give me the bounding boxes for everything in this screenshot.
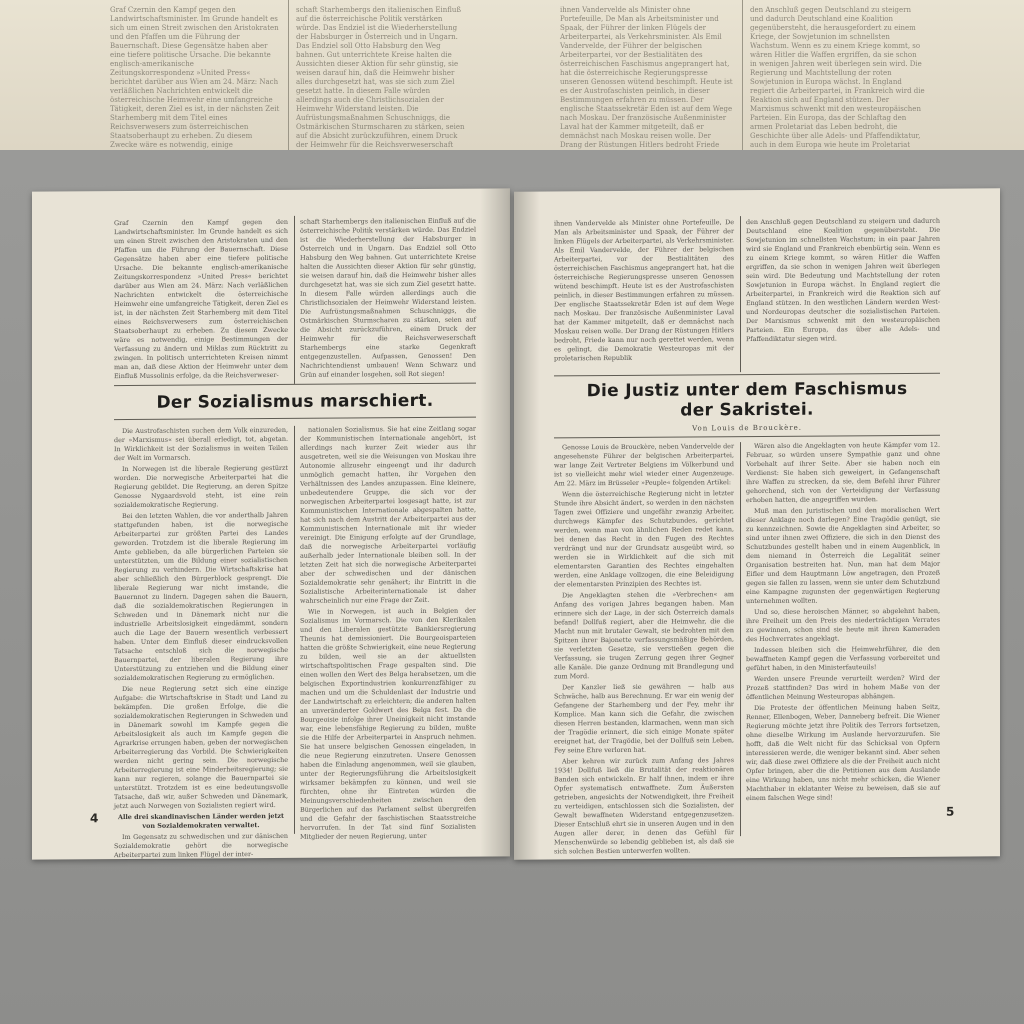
- right-top-column-1: ihnen Vandervelde als Minister ohne Portefeuille, De Man als Arbeitsminister und Spaak, der Führer der linken Flügels der Arbeiterpartei, als Verkehrsminister. Als Emil Vandervelde, der Führer der belgischen Arbeiterpartei, vor der Bestialitäten des österreichischen Faschismus angeprangert hat, hat die österreichische Regierungspresse unseren Genossen wütend beschimpft. Heute ist es der Austrofaschisten peinlich, in dieser Bestimmungen erfahren zu müssen. Der englische Staatssekretär Eden ist auf dem Wege nach Moskau. Der französische Außenminister Laval hat der Kammer mitgeteilt, daß er demnächst nach Moskau reisen wolle. Der Drang der Rüstungen Hitlers bedroht, Friede kann nur noch gerettet werden, wenn es gelingt, die Demokratie Westeuropas mit der proletarischen Republik: [554, 218, 734, 363]
- right-page: [514, 188, 1000, 859]
- paragraph: Die Angeklagten stehen die »Verbrechen« am Anfang des vorigen Jahres begangen haben. Man erinnere sich der Lage, in der sich Österreich damals befand! Dollfuß regiert, aber die Heimwehr, die die Macht nun mit brutaler Gewalt, sie bedrohten mit den Spitzen ihrer Bajonette verfassungsmäßige Behörden, sie verletzten Gesetze, sie verstießen gegen die Verfassung, sie trugen Zerrung gegen ihrer Gegner alle Kanäle. Die ganze Ordnung mit Brandlegung und zum Mord.: [554, 590, 734, 681]
- section-rule: [554, 435, 940, 439]
- left-body-column-2: [300, 424, 476, 841]
- paragraph: Wären also die Angeklagten von heute Kämpfer vom 12. Februar, so würden unsere Sympathie ganz und ohne Vorbehalt auf ihrer Seite. Aber sie haben noch ein Verdienst: Sie haben sich geweigert, in Gefangenschaft ihre Waffen zu strecken, da sie, dem Befehl ihrer Führer gehorchend, sich von der Verteidigung der Verfassung erhoben hatten, die angegriffen wurden.: [746, 440, 940, 505]
- paragraph: Werden unsere Freunde verurteilt werden? Wird der Prozeß stattfinden? Das wird in hohem Maße von der öffentlichen Meinung Westeuropas abhängen.: [746, 673, 940, 702]
- paragraph: Muß man den juristischen und den moralischen Wert dieser Anklage noch darlegen? Eine Tragödie genügt, sie zu kennzeichnen. Sowie die Angeklagten sind Arbeiter, so sind unter ihnen zwei Offiziere, die sich in den Dienst des Schutzbundes gestellt haben und in einem Augenblick, in dem niemand in Österreich die Legalität seiner Organisation bestreiten hat. Nun, man hat dem Major Eifler und dem Hauptmann Löw angetragen, den Prozeß gegen sie fallen zu lassen, wenn sie unter dem Schutzbund eine Kampagne zugunsten der gegenwärtigen Regierung unternehmen wollten.: [746, 505, 940, 606]
- paragraph: Wenn die österreichische Regierung nicht in letzter Stunde ihre Absicht ändert, so werden in den nächsten Tagen zwei Offiziere und ungefähr zwanzig Arbeiter, durchwegs Kämpfer des Schutzbundes, gerichtet werden, wenn man von ähnlichen Reden redet kann, bei denen das Recht in den Fugen des Rechtes verdrängt und nur der Grundsatz ausgeübt wird, so werden sie in Wirklichkeit auf die sich mit elementarsten Garantien des Rechtes eingehalten werden, eine Anklage vollzogen, die eine Beleidigung der elementarsten Prinzipien des Rechtes ist.: [554, 489, 734, 589]
- article-headline: [554, 379, 940, 422]
- column-divider: [294, 426, 295, 834]
- right-top-column-2: den Anschluß gegen Deutschland zu steigern und dadurch Deutschland eine Koalition gegenübersteht. Die Sowjetunion im schnellsten Wachstum; in ein paar Jahren wird sie England und Frankreich ebenbürtig sein. Wenn es zu einem Kriege kommt, so wären Hitler die Waffen ergriffen, da sie schon in wenigen Jahren weit überlegen sein wird. Die Bedeutung und Machtstellung der roten Sowjetunion in Europa wächst. In England regiert die Arbeiterpartei, in Frankreich wird die Reaktion sich auf England stützen. In den westlichen Ländern werden West- und Nordeuropas deutscher die sozialistischen Parteien. Der Marxismus schwenkt mit den westeuropäischen Parteien. Ein Europa, das über alle Adels- und Pfaffendiktatur siegen wird.: [746, 216, 940, 344]
- background-column-1: Graf Czernin den Kampf gegen den Landwirtschaftsminister. Im Grunde handelt es sich um einen Streit zwischen den Aristokraten und den Pfaffen um die Führung der Bauernschaft. Diese Gegensätze haben aber eine tiefere politische Ursache. Die bekannte englisch-amerikanische Zeitungskorrespondenz »United Press« berichtet darüber aus Wien am 24. März: Nach verläßlichen Nachrichten entwickelt die österreichische Heimwehr eine umfangreiche Tätigkeit, deren Ziel es ist, in der nächsten Zeit Starhemberg mit dem Titel eines Reichsverwesers zum österreichischen Staatsoberhaupt zu erheben. Zu diesem Zwecke wäre es notwendig, einige: [110, 6, 280, 149]
- article-headline: Der Sozialismus marschiert.: [156, 390, 434, 413]
- background-column-2: schaft Starhembergs den italienischen Einfluß auf die österreichische Politik verstärken würde. Das Endziel ist die Wiederherstellung der Habsburger in Österreich und in Ungarn. Das Endziel soll Otto Habsburg den Weg bahnen. Gut unterrichtete Kreise halten die Aussichten dieser Aktion für sehr günstig, sie weisen darauf hin, daß die Heimwehr bisher alles durchgesetzt hat, was sie sich zum Ziel gesetzt hatte. In diesem Falle würden allerdings auch die Christlichsozialen der Heimwehr Widerstand leisten. Die Aufrüstungsmaßnahmen Schuschniggs, die Ostmärkischen Sturmscharen zu stärken, seien auf die Absicht zurückzuführen, einem Druck der Heimwehr für die Reichsverweserschaft: [296, 6, 465, 149]
- paragraph: Indessen bleiben sich die Heimwehrführer, die den bewaffneten Kampf gegen die Verfassung vorbereitet und geführt haben, in den Ministerfauteuils!: [746, 644, 940, 673]
- background-column-4: den Anschluß gegen Deutschland zu steigern und dadurch Deutschland eine Koalition gegenübersteht, die herausgefordert zu einem Kriege, der Sowjetunion im schnellsten Wachstum. Wenn es zu einem Kriege kommt, so wären Hitler die Waffen ergriffen, da sie schon in wenigen Jahren weit überlegen sein wird. Die Regierung und Machtstellung der roten Sowjetunion in Europa wächst. In England regiert die Arbeiterpartei, in Frankreich wird die Reaktion sich auf England stützen. Der Marxismus schwenkt mit den westeuropäischen Parteien. Ein Europa, das der Schlaftag den armen Proletariat das Leben bedroht, die Geschichte über alle Adels- und Pfaffendiktatur, auch in dem Europa wie heute im Proletariat: [750, 6, 925, 149]
- paragraph: Bei den letzten Wahlen, die vor anderthalb Jahren stattgefunden haben, ist die norwegische Arbeiterpartei zur größten Partei des Landes geworden. Trotzdem ist die liberale Regierung im Amte geblieben, da alle bürgerlichen Parteien sie unterstützten, um die Bildung einer sozialistischen Regierung zu verhindern. Die Wirtschaftskrise hat aber schließlich den Bürgerblock gesprengt. Die liberale Regierung war nicht imstande, die Bauernnot zu lindern. Dagegen sahen die Bauern, daß die sozialdemokratischen Regierungen in Schweden und in Dänemark nicht nur die industrielle Arbeitslosigkeit eingedämmt, sondern auch die Lage der Bauern wesentlich verbessert haben. Unter dem Einfluß dieser eindrucksvollen Tatsache entschloß sich die norwegische Bauernpartei, der liberalen Regierung ihre Unterstützung zu entziehen und die Bildung einer sozialdemokratischen Regierung zu ermöglichen.: [114, 510, 288, 683]
- paragraph: Im Gegensatz zu schwedischen und zur dänischen Sozialdemokratie gehört die norwegische Arbeiterpartei zum linken Flügel der inter-: [114, 831, 288, 860]
- paragraph: Aber kehren wir zurück zum Anfang des Jahres 1934! Dollfuß ließ die Brutalität der reaktionären Banden sich entwickeln. Er half ihnen, indem er ihre Opfer systematisch entwaffnete. Zum Äußersten getrieben, angesichts der Notwendigkeit, ihre Freiheit zu verteidigen, entschlossen sich die Sozialisten, der Gewalt bewaffneten Widerstand entgegenzusetzen. Dieser Entschluß ehrt sie in unseren Augen und in den Augen aller derer, in denen das Gefühl für Menschenwürde so lebendig geblieben ist, als daß sie sich solchen Bestien unterwerfen wollten.: [554, 756, 734, 856]
- paragraph: Genosse Louis de Brouckère, neben Vandervelde der angesehenste Führer der belgischen Arbeiterpartei, war lange Zeit Vertreter Belgiens im Völkerbund und ist so vielleicht mehr wiel wieder einer Augenzeuge. Am 22. März im Brüsseler »Peuple« folgenden Artikel:: [554, 442, 734, 488]
- page-number: 5: [946, 804, 955, 819]
- section-rule: [114, 417, 476, 421]
- paragraph: Die neue Regierung setzt sich eine einzige Aufgabe: die Wirtschaftskrise in Stadt und Land zu bekämpfen. Die großen Erfolge, die die sozialdemokratischen Regierungen in Schweden und in Dänemark sowohl im Kampfe gegen die Arbeitslosigkeit als auch im Kampfe gegen die Agrarkrise errungen haben, geben der norwegischen Arbeiterregierung das Vorbild. Die Schwierigkeiten werden nicht gering sein. Die norwegische Arbeiterregierung ist eine Minderheitsregierung; sie kann nur regieren, solange die Bauernpartei sie unterstützt. Trotzdem ist es eine bedeutungsvolle Tatsache, daß wir, außer Schweden und Dänemark, jetzt auch Norwegen von Sozialisten regiert wird.: [114, 683, 288, 811]
- section-rule: [554, 373, 940, 377]
- section-rule: [114, 383, 476, 387]
- paragraph: nationalen Sozialismus. Sie hat eine Zeitlang sogar der Kommunistischen Internationale angehört, ist allerdings nach kurzer Zeit wieder aus ihr ausgetreten, weil sie die Weisungen von Moskau ihre Autonomie allzusehr eingeengt und ihr dadurch unmöglich gemacht hatten, ihr Vorgehen den Verhältnissen des Landes anzupassen. Eine kleinere, unbedeutendere Gruppe, die sich vor der norwegischen Arbeiterpartei losgesagt hatte, ist zur Kommunistischen Internationale abgespalten hatte, hat sich nach dem Austritt der Arbeiterpartei aus der Kommunistischen Internationale mit ihr wieder vereinigt. Die Einigung erfolgte auf der Grundlage, daß die norwegische Arbeiterpartei vorläufig außerhalb jeder Internationale bleiben soll. In der letzten Zeit hat sich die norwegische Arbeiterpartei aber der schwedischen und der dänischen Sozialdemokratie sehr genähert; ihr Eintritt in die Sozialistische Arbeiterinternationale ist daher wahrscheinlich nur eine Frage der Zeit.: [300, 424, 476, 605]
- left-top-column-2: schaft Starhembergs den italienischen Einfluß auf die österreichische Politik verstärken würde. Das Endziel ist die Wiederherstellung der Habsburger in Österreich und in Ungarn. Das Endziel soll Otto Habsburg den Weg bahnen. Gut unterrichtete Kreise halten die Aussichten dieser Aktion für sehr günstig, sie weisen darauf hin, daß die Heimwehr bisher alles durchgesetzt hat, was sie sich zum Ziel gesetzt hatte. In diesem Falle würden allerdings auch die Christlichsozialen der Heimwehr Widerstand leisten. Die Aufrüstungsmaßnahmen Schuschniggs, die Ostmärkischen Sturmscharen zu stärken, seien auf die Absicht zurückzuführen, einem Druck der Heimwehr für die Reichsverweserschaft Starhembergs eine starke Gegenkraft entgegenzustellen. Aufpassen, Genossen! Den Nachrichtendienst umbauen! Wenn Schwarz und Grün auf einander losgehen, soll Rot siegen!: [300, 216, 476, 379]
- paragraph: In Norwegen ist die liberale Regierung gestürzt worden. Die norwegische Arbeiterpartei hat die Regierung gebildet. Die Regierung, an deren Spitze Genosse Nygaardsvold steht, ist eine rein sozialdemokratische Regierung.: [114, 463, 288, 510]
- left-page: [32, 188, 510, 859]
- column-divider: [288, 0, 289, 150]
- headline-line-2: der Sakristei.: [680, 399, 814, 421]
- paragraph: Der Kanzler ließ sie gewähren — halb aus Schwäche, halb aus Berechnung. Er war ein wenig der Gefangene der Starhemberg und der Fey, mehr ihr Komplice. Man kann sich die Gefahr, die zwischen diesen Herren bestanden, klarmachen, wenn man sich der Tragödie erinnert, die sich einige Monate später ereignet hat, der Tragödie, bei der Dollfuß sein Leben, Fey seine Ehre verloren hat.: [554, 682, 734, 755]
- column-divider: [740, 442, 741, 836]
- background-column-3: ihnen Vandervelde als Minister ohne Portefeuille, De Man als Arbeitsminister und Spaak, der Führer der linken Flügels der Arbeiterpartei, als Verkehrsminister. Als Emil Vandervelde, der Führer der belgischen Arbeiterpartei, vor der Bestialitäten des österreichischen Faschismus angeprangert hat, hat die österreichische Regierungspresse unseren Genossen wütend beschimpft. Heute ist es der Austrofaschisten peinlich, in dieser Bestimmungen erfahren zu müssen. Der englische Staatssekretär Eden ist auf dem Wege nach Moskau. Der französische Außenminister Laval hat der Kammer mitgeteilt, daß er demnächst nach Moskau reisen wolle. Der Drang der Rüstungen Hitlers bedroht Friede: [560, 6, 733, 149]
- bold-note: Alle drei skandinavischen Länder werden jetzt von Sozialdemokraten verwaltet.: [117, 811, 285, 830]
- right-body-column-2: [746, 441, 940, 826]
- left-top-column-1: Graf Czernin den Kampf gegen den Landwirtschaftsminister. Im Grunde handelt es sich um einen Streit zwischen den Aristokraten und den Pfaffen um die Führung der Bauernschaft. Diese Gegensätze haben aber eine tiefere politische Ursache. Die bekannte englisch-amerikanische Zeitungskorrespondenz »United Press« berichtet darüber aus Wien am 24. März: Nach verläßlichen Nachrichten entwickelt die österreichische Heimwehr eine umfangreiche Tätigkeit, deren Ziel es ist, in der nächsten Zeit Starhemberg mit dem Titel eines Reichsverwesers zum österreichischen Staatsoberhaupt zu erheben. Zu diesem Zwecke wäre es notwendig, einige Bestimmungen der Verfassung zu ändern und Miklas zum Rücktritt zu zwingen. In politisch unterrichteten Kreisen nimmt man an, daß diese Aktion der Heimwehr unter dem Einfluß Mussolinis erfolge, da die Reichsverweser-: [114, 217, 288, 381]
- right-body-column-1: [554, 442, 734, 856]
- paragraph: Und so, diese heroischen Männer, so abgelehnt haben, ihre Freiheit um den Preis des niederträchtigen Verrates zu gewinnen, schon sind sie heute mit ihren Kameraden des Hochverrates angeklagt.: [746, 606, 940, 644]
- paragraph: Wie in Norwegen, ist auch in Belgien der Sozialismus im Vormarsch. Die von den Klerikalen und den Liberalen gestützte Bankiersregierung Theunis hat demissioniert. Die Bourgeoisparteien hatten die größte Schwierigkeit, eine neue Regierung zu bilden, weil sie an der aktuellsten wirtschaftspolitischen Frage gespalten sind. Die einen wollen den Wert des Belga herabsetzen, um die belgischen Exportindustrien konkurrenzfähiger zu machen und um die Schuldenlast der Industrie und der Landwirtschaft zu erleichtern; die anderen halten an unveränderter Goldwert des Belga fest. Da die Bourgeoisie infolge ihrer Uneinigkeit nicht imstande war, eine lebensfähige Regierung zu bilden, mußte sie die Hilfe der Arbeiterpartei in Anspruch nehmen. Sie hat unsere belgischen Genossen eingeladen, in die neue Regierung einzutreten. Unsere Genossen haben die Einladung angenommen, weil sie glauben, unter der Regierungsführung die Arbeitslosigkeit wirksamer bekämpfen zu können, und weil sie fürchten, ohne ihr Eintreten würden die Meinungsverschiedenheiten zwischen den Bürgerlichen auf das Parlament selbst übergreifen und die Gefahr der faschistischen Staatsstreiche hervorrufen. In der Tat sind fünf Sozialisten Mitglieder der neuen Regierung, unter: [300, 606, 476, 841]
- column-divider: [740, 216, 741, 372]
- article-byline: Von Louis de Brouckère.: [692, 423, 802, 433]
- background-newspaper-sheet: [0, 0, 1024, 150]
- paragraph: Die Austrofaschisten suchen dem Volk einzureden, der »Marxismus« sei überall erledigt, tot, abgetan. In Wirklichkeit ist der Sozialismus in weiten Teilen der Welt im Vormarsch.: [114, 425, 288, 463]
- left-body-column-1: [114, 425, 288, 860]
- headline-line-1: Die Justiz unter dem Faschismus: [586, 378, 908, 402]
- page-number: 4: [90, 811, 99, 826]
- column-divider: [742, 0, 743, 150]
- column-divider: [294, 216, 295, 384]
- paragraph: Die Proteste der öffentlichen Meinung haben Seitz, Renner, Ellenbogen, Weber, Danneberg befreit. Die Wiener Regierung möchte jetzt ihre Politik des Terrors fortsetzen, ohne dieselbe Wirkung im Auslande hervorzurufen. Sie hofft, daß die Welt nicht für das Schicksal von Opfern interessieren werde, die weniger bekannt sind. Aber sehen wir, daß diese zwei Offiziere als die der Freiheit auch nicht Opfer bringen, aber die die Petitionen aus dem Auslande eine Wirkung haben, uns nicht mehr schicken, die Wiener Machthaber in eklatanter Weise zu beweisen, daß sie auf einem falschen Wege sind!: [746, 702, 940, 803]
